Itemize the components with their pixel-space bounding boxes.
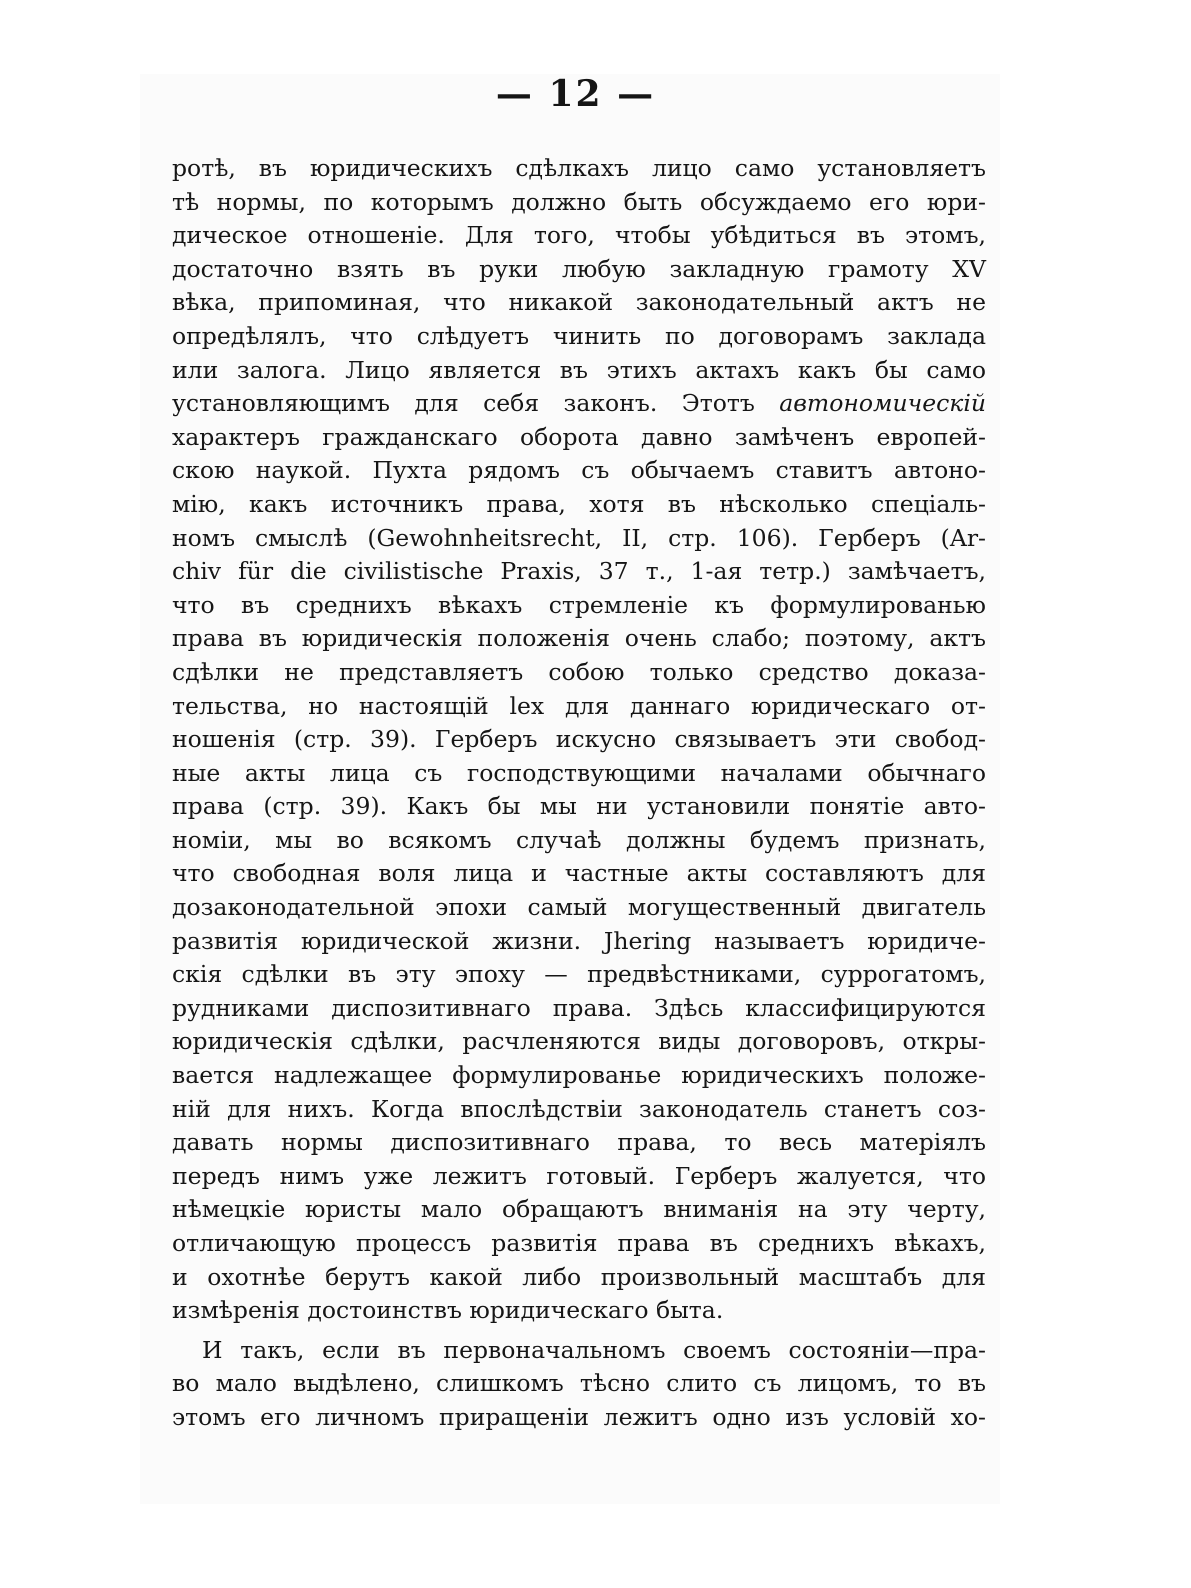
text-line: передъ нимъ уже лежитъ готовый. Герберъ жалуется, что [172, 1161, 986, 1190]
text-line: скою наукой. Пухта рядомъ съ обычаемъ ставитъ автоно- [172, 456, 986, 485]
text-line: нѣмецкіе юристы мало обращаютъ вниманія на эту черту, [172, 1195, 986, 1224]
text-line: во мало выдѣлено, слишкомъ тѣсно слито съ лицомъ, то въ [172, 1369, 986, 1398]
text-line: давать нормы диспозитивнаго права, то весь матеріялъ [172, 1128, 986, 1157]
text-line: ній для нихъ. Когда впослѣдствіи законодатель станетъ соз- [172, 1094, 986, 1123]
paragraph-2 [172, 1334, 986, 1435]
italic-term: автономическій [779, 389, 986, 418]
text-line: тельства, но настоящій lex для даннаго юридическаго от- [172, 691, 986, 720]
text-line: номъ смыслѣ (Gewohnheitsrecht, II, стр. 106). Герберъ (Ar- [172, 523, 986, 552]
text-line-with-italic [172, 387, 986, 421]
text-line: chiv für die civilistische Praxis, 37 т., 1-ая тетр.) замѣчаетъ, [172, 557, 986, 586]
text-line: тѣ нормы, по которымъ должно быть обсуждаемо его юри- [172, 187, 986, 216]
paragraph-1 [172, 152, 986, 1328]
text-line: достаточно взять въ руки любую закладную грамоту XV [172, 254, 986, 283]
text-line: скія сдѣлки въ эту эпоху — предвѣстниками, суррогатомъ, [172, 960, 986, 989]
text-line: этомъ его личномъ приращеніи лежитъ одно изъ условій хо- [172, 1402, 986, 1431]
text-line: мію, какъ источникъ права, хотя въ нѣсколько спеціаль- [172, 489, 986, 518]
text-line: что свободная воля лица и частные акты составляютъ для [172, 859, 986, 888]
text-line: что въ среднихъ вѣкахъ стремленіе къ формулированью [172, 590, 986, 619]
text-line: вается надлежащее формулированье юридическихъ положе- [172, 1061, 986, 1090]
text-line: рудниками диспозитивнаго права. Здѣсь классифицируются [172, 993, 986, 1022]
text-line: И такъ, если въ первоначальномъ своемъ состояніи—пра- [202, 1335, 986, 1364]
text-line: и охотнѣе берутъ какой либо произвольный масштабъ для [172, 1262, 986, 1291]
text-line: дическое отношеніе. Для того, чтобы убѣдиться въ этомъ, [172, 221, 986, 250]
text-line-segment: установляющимъ для себя законъ. Этотъ [172, 389, 755, 418]
text-line: опредѣлялъ, что слѣдуетъ чинить по договорамъ заклада [172, 321, 986, 350]
text-line: отличающую процессъ развитія права въ среднихъ вѣкахъ, [172, 1229, 986, 1257]
text-line: юридическія сдѣлки, расчленяются виды договоровъ, откры- [172, 1027, 986, 1056]
text-line: развитія юридической жизни. Jhering называетъ юридиче- [172, 926, 986, 955]
text-line: вѣка, припоминая, что никакой законодательный актъ не [172, 288, 986, 317]
text-line: характеръ гражданскаго оборота давно замѣченъ европей- [172, 422, 986, 451]
text-line: права (стр. 39). Какъ бы мы ни установили понятіе авто- [172, 792, 986, 821]
text-body [172, 152, 986, 1435]
text-line: дозаконодательной эпохи самый могущественный двигатель [172, 893, 986, 922]
text-line: или залога. Лицо является въ этихъ актахъ какъ бы само [172, 355, 986, 384]
page-number: — 12 — [495, 73, 656, 115]
text-line: сдѣлки не представляетъ собою только средство доказа- [172, 657, 986, 686]
text-line: ношенія (стр. 39). Герберъ искусно связываетъ эти свобод- [172, 725, 986, 754]
text-line: ные акты лица съ господствующими началами обычнаго [172, 758, 986, 787]
text-line: права въ юридическія положенія очень слабо; поэтому, актъ [172, 624, 986, 653]
text-line: ротѣ, въ юридическихъ сдѣлкахъ лицо само установляетъ [172, 154, 986, 182]
text-line: номіи, мы во всякомъ случаѣ должны будемъ признать, [172, 825, 986, 854]
text-line: измѣренія достоинствъ юридическаго быта. [172, 1296, 724, 1325]
